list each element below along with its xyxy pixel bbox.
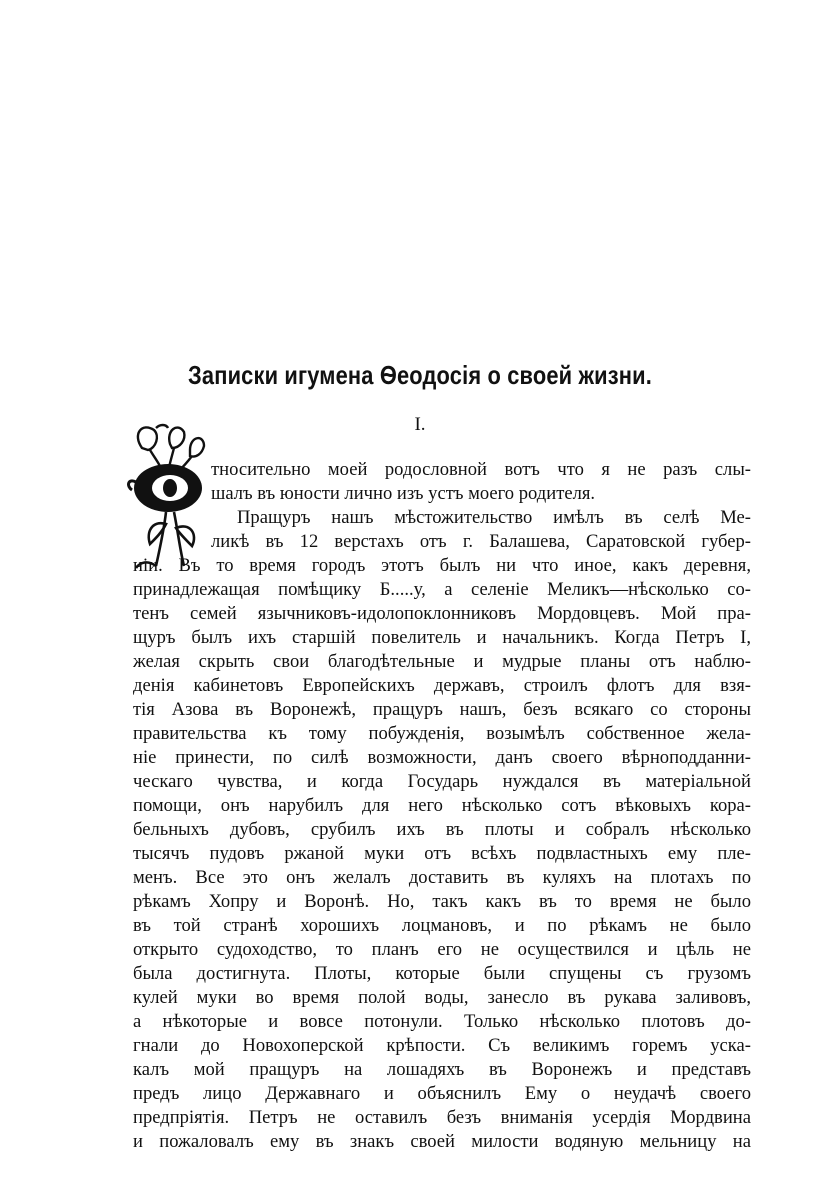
text-line-11: тія Азова въ Воронежѣ, пращуръ нашъ, безъ всякаго со стороны [133,699,751,720]
text-line-16: бельныхъ дубовъ, срубилъ ихъ въ плоты и собралъ нѣсколько [133,819,751,840]
text-line-26: калъ мой пращуръ на лошадяхъ въ Воронежъ и представъ [133,1059,751,1080]
text-line-13: ніе принести, по силѣ возможности, данъ своего вѣрноподданни- [133,747,751,768]
decorated-initial-letter-o [126,420,208,570]
text-line-23: кулей муки во время полой воды, занесло въ рукава заливовъ, [133,987,751,1008]
text-line-29: и пожаловалъ ему въ знакъ своей милости водяную мельницу на [133,1131,751,1152]
text-line-1: тносительно моей родословной вотъ что я не разъ слы- [211,459,751,480]
text-line-20: въ той странѣ хорошихъ лоцмановъ, и по рѣкамъ не было [133,915,751,936]
text-line-10: денія кабинетовъ Европейскихъ державъ, строилъ флотъ для взя- [133,675,751,696]
page-title: Записки игумена Ѳеодосія о своей жизни. [188,360,652,390]
text-line-9: желая скрыть свои благодѣтельные и мудрые планы отъ наблю- [133,651,751,672]
text-line-19: рѣкамъ Хопру и Воронѣ. Но, такъ какъ въ то время не было [133,891,751,912]
text-line-28: предпріятія. Петръ не оставилъ безъ вниманія усердія Мордвина [133,1107,751,1128]
text-line-27: предъ лицо Державнаго и объяснилъ Ему о неудачѣ своего [133,1083,751,1104]
text-line-21: открыто судоходство, то планъ его не осуществился и цѣль не [133,939,751,960]
chapter-number: I. [414,414,426,435]
text-line-14: ческаго чувства, и когда Государь нуждался въ матеріальной [133,771,751,792]
text-line-8: щуръ былъ ихъ старшій повелитель и начальникъ. Когда Петръ I, [133,627,751,648]
text-line-3: Пращуръ нашъ мѣстожительство имѣлъ въ селѣ Ме- [237,507,751,528]
text-line-7: тенъ семей язычниковъ-идолопоклонниковъ Мордовцевъ. Мой пра- [133,603,751,624]
text-line-25: гнали до Новохоперской крѣпости. Съ великимъ горемъ уска- [133,1035,751,1056]
text-line-2: шалъ въ юности лично изъ устъ моего родителя. [211,483,596,504]
text-line-17: тысячъ пудовъ ржаной муки отъ всѣхъ подвластныхъ ему пле- [133,843,751,864]
text-line-22: была достигнута. Плоты, которые были спущены съ грузомъ [133,963,751,984]
text-line-4: ликѣ въ 12 верстахъ отъ г. Балашева, Саратовской губер- [211,531,751,552]
text-line-6: принадлежащая помѣщику Б.....у, а селеніе Меликъ—нѣсколько со- [133,579,751,600]
text-line-24: а нѣкоторые и вовсе потонули. Только нѣсколько плотовъ до- [133,1011,751,1032]
text-line-5: ніи. Въ то время городъ этотъ былъ ни что иное, какъ деревня, [133,555,751,576]
text-line-18: менъ. Все это онъ желалъ доставить въ куляхъ на плотахъ по [133,867,751,888]
text-line-12: правительства къ тому побужденія, возымѣлъ собственное жела- [133,723,751,744]
text-line-15: помощи, онъ нарубилъ для него нѣсколько сотъ вѣковыхъ кора- [133,795,751,816]
